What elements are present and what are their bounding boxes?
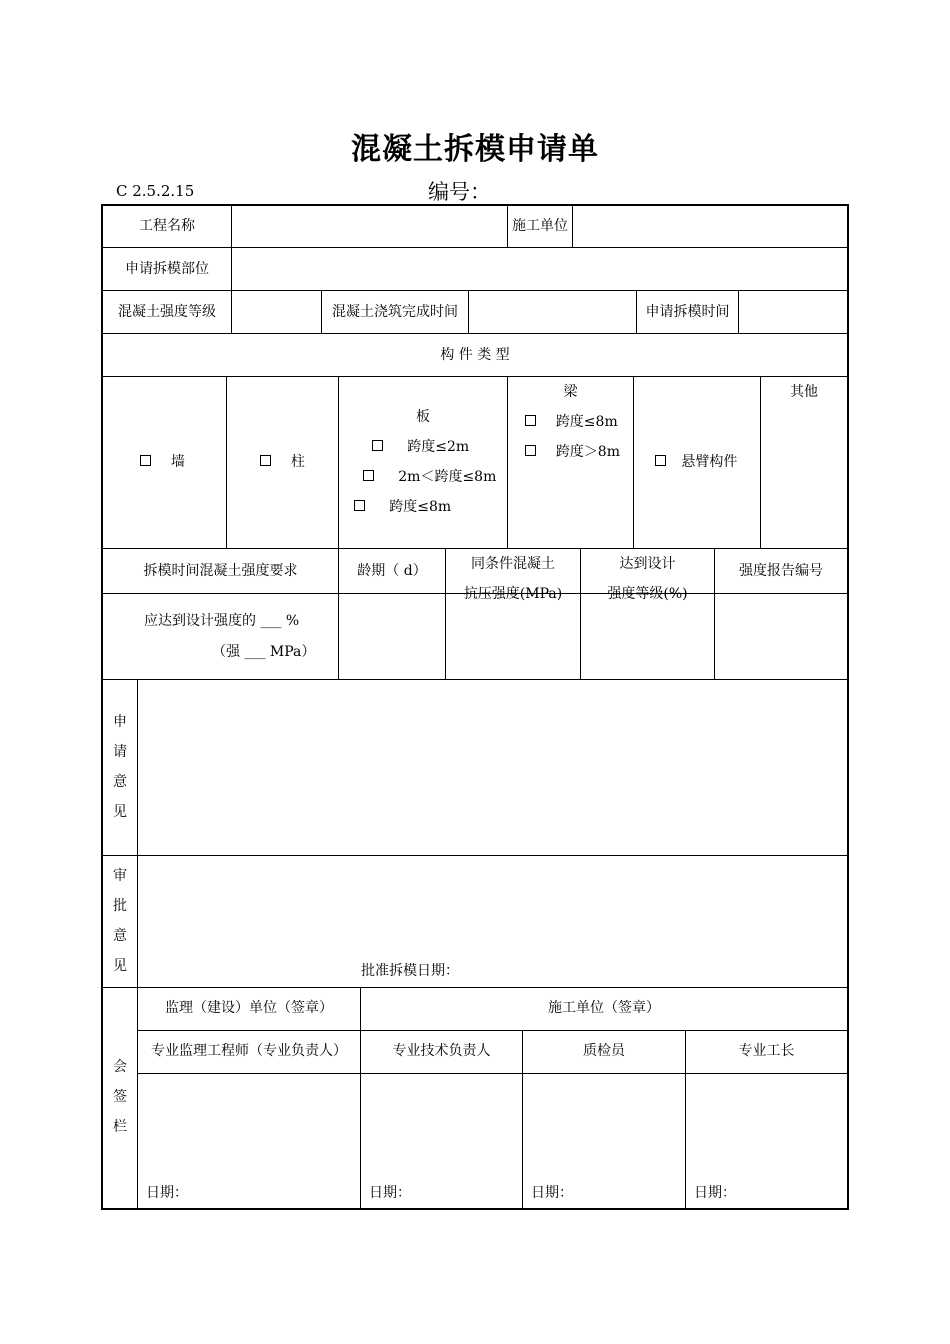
row-divider [101,376,849,377]
column-checkbox[interactable] [260,455,271,466]
beam-option-2[interactable] [525,445,620,459]
strength-mpa-text: （强 ___ MPa） [212,644,316,660]
col-divider [231,204,232,247]
col-divider [760,376,761,548]
row-divider [137,1073,849,1074]
col-divider [572,204,573,247]
col-divider [226,376,227,548]
design-ratio-header [581,549,714,602]
pour-time-label: 混凝土浇筑完成时间 [332,304,458,320]
other-label: 其他 [790,384,818,400]
wall-option[interactable] [140,455,185,469]
beam-option-1[interactable] [525,415,618,429]
slab-opt2-checkbox[interactable] [363,470,374,481]
slab-opt3-checkbox[interactable] [354,500,365,511]
location-label: 申请拆模部位 [125,261,209,277]
column-label: 柱 [290,454,305,470]
label-char: 签 [113,1089,127,1105]
serial-number-label: 编号： [428,180,491,204]
slab-opt1-checkbox[interactable] [372,440,383,451]
row-divider [137,1030,849,1031]
row-divider [101,290,849,291]
cantilever-checkbox[interactable] [655,455,666,466]
strength-requirement-label: 拆模时间混凝土强度要求 [143,563,298,579]
approval-opinion-label [110,861,130,981]
inspector-label: 质检员 [583,1043,625,1059]
report-number-label: 强度报告编号 [739,563,823,579]
same-condition-line2: 抗压强度(MPa) [463,586,563,602]
supervising-engineer-label: 专业监理工程师（专业负责人） [151,1043,347,1059]
design-ratio-line2: 强度等级(%) [607,586,688,602]
table-border-top [101,204,849,206]
col-divider [738,290,739,333]
row-divider [101,333,849,334]
label-char: 审 [113,868,127,884]
label-char: 会 [113,1059,127,1075]
slab-opt2-label: 2m＜跨度≤8m [398,469,497,485]
approval-date-label: 批准拆模日期： [361,963,459,979]
design-ratio-line1: 达到设计 [619,556,676,572]
concrete-grade-label: 混凝土强度等级 [118,304,216,320]
table-border-bottom [101,1208,849,1210]
wall-label: 墙 [170,454,185,470]
same-condition-strength-header [446,549,580,602]
label-char: 见 [113,804,127,820]
approval-opinion-field[interactable] [140,858,845,958]
contractor-unit-label: 施工单位（签章） [548,1000,660,1016]
beam-opt1-label: 跨度≤8m [555,414,618,430]
foreman-label: 专业工长 [738,1043,795,1059]
col-divider [231,247,232,290]
slab-option-2[interactable] [363,470,496,484]
table-border-right [847,204,849,1210]
label-char: 申 [113,714,127,730]
supervising-engineer-signature[interactable] [140,1076,358,1176]
wall-checkbox[interactable] [140,455,151,466]
component-type-heading: 构 件 类 型 [440,347,510,363]
request-time-label: 申请拆模时间 [645,304,730,320]
col-divider [231,290,232,333]
col-divider [507,376,508,548]
tech-lead-label: 专业技术负责人 [392,1043,491,1059]
page-title: 混凝土拆模申请单 [351,132,599,167]
column-option[interactable] [260,455,305,469]
should-reach-text: 应达到设计强度的 ___ % [144,613,300,629]
label-char: 栏 [113,1119,127,1135]
signoff-label [110,1052,130,1142]
row-divider [101,855,849,856]
row-divider [101,987,849,988]
beam-label: 梁 [563,384,578,400]
slab-option-3[interactable] [354,500,451,514]
label-char: 意 [113,928,127,944]
cantilever-label: 悬臂构件 [681,454,738,470]
form-code: C 2.5.2.15 [116,182,195,200]
project-name-label: 工程名称 [139,218,195,234]
tech-lead-signature[interactable] [363,1076,520,1176]
col-divider [137,679,138,1209]
cantilever-option[interactable] [655,455,737,469]
inspector-signature[interactable] [525,1076,683,1176]
beam-opt1-checkbox[interactable] [525,415,536,426]
row-divider [101,679,849,680]
col-divider [360,987,361,1209]
col-divider [633,376,634,548]
supervisor-unit-label: 监理（建设）单位（签章） [165,1000,333,1016]
contractor-label: 施工单位 [512,218,568,234]
row-divider [101,247,849,248]
same-condition-line1: 同条件混凝土 [471,556,555,572]
slab-option-1[interactable] [372,440,469,454]
application-opinion-field[interactable] [140,682,845,852]
slab-opt3-label: 跨度≤8m [389,499,452,515]
beam-opt2-checkbox[interactable] [525,445,536,456]
col-divider [338,376,339,548]
label-char: 请 [113,744,127,760]
application-opinion-label [110,707,130,827]
date-label-foreman: 日期： [694,1185,736,1201]
slab-label: 板 [416,409,430,425]
slab-opt1-label: 跨度≤2m [407,439,470,455]
foreman-signature[interactable] [688,1076,845,1176]
label-char: 见 [113,958,127,974]
date-label-tech-lead: 日期： [369,1185,411,1201]
beam-opt2-label: 跨度＞8m [555,444,620,460]
label-char: 批 [113,898,127,914]
date-label-supervisor: 日期： [146,1185,188,1201]
col-divider [468,290,469,333]
age-label: 龄期（ d） [357,563,427,579]
label-char: 意 [113,774,127,790]
date-label-inspector: 日期： [531,1185,573,1201]
